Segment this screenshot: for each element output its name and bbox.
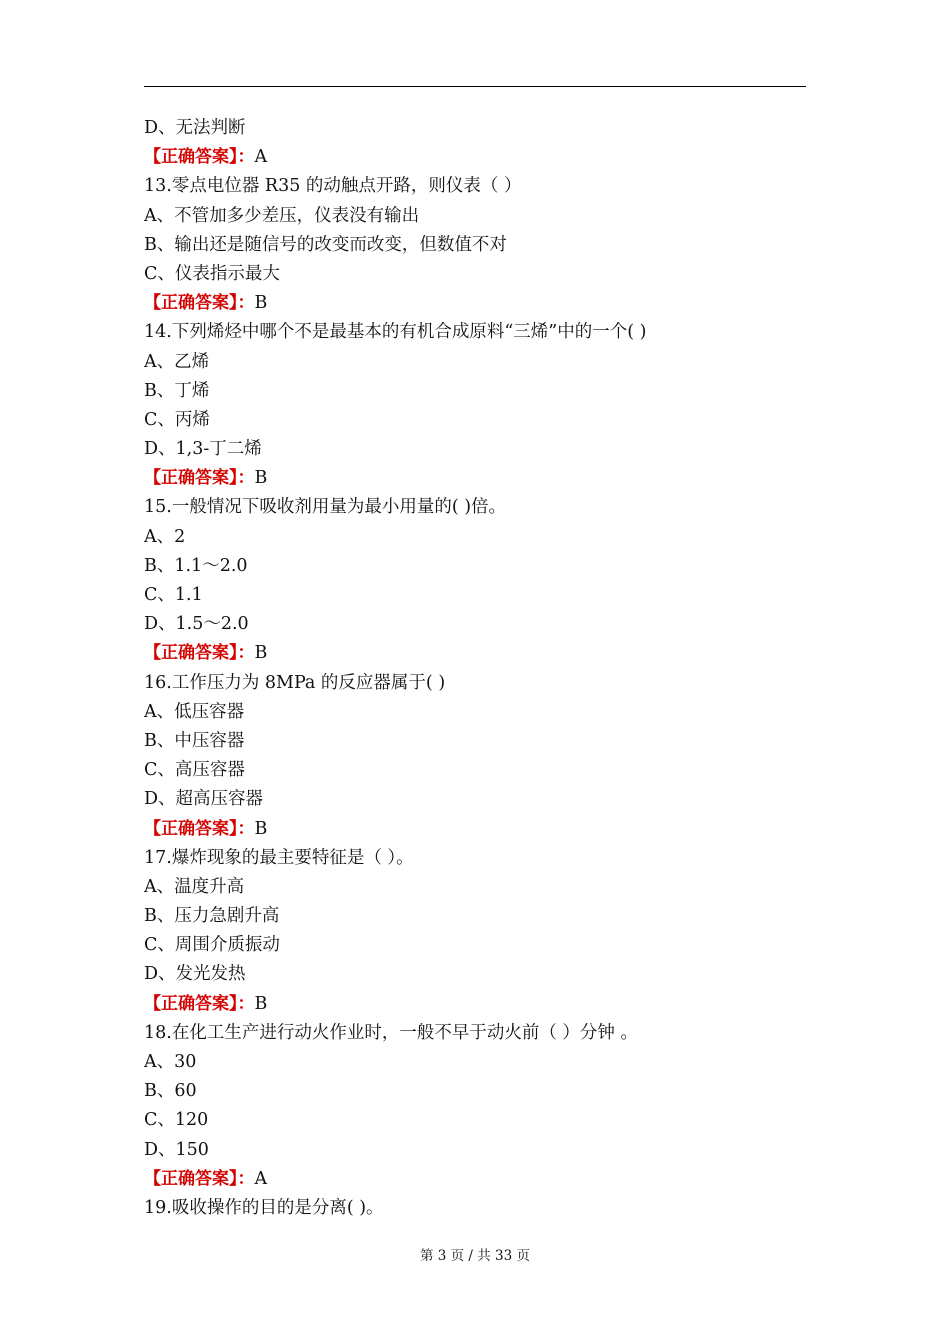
answer-separator: ： [237, 1168, 255, 1189]
answer-separator: ： [237, 643, 255, 664]
answer-line [144, 289, 806, 318]
option-text: B、压力急剧升高 [144, 906, 280, 927]
answer-label: 【正确答案】 [144, 1168, 238, 1189]
page-footer: 第 3 页 / 共 33 页 [419, 1248, 531, 1264]
answer-line [144, 990, 806, 1019]
option-text: C、120 [144, 1110, 209, 1131]
option-text: D、1.5～2.0 [144, 614, 249, 635]
option-text: D、1,3-丁二烯 [144, 439, 262, 460]
answer-line [144, 639, 806, 668]
question-text: 13.零点电位器 R35 的动触点开路，则仪表（ ） [144, 176, 522, 197]
answer-value: B [254, 993, 268, 1014]
answer-value: A [254, 1168, 268, 1189]
option-text: D、无法判断 [144, 118, 246, 138]
answer-line [144, 464, 806, 493]
option-text: C、周围介质振动 [144, 935, 280, 956]
option-text: A、30 [144, 1052, 197, 1072]
answer-separator: ： [237, 818, 255, 839]
option-text: B、输出还是随信号的改变而改变，但数值不对 [144, 234, 507, 255]
option-text: C、1.1 [144, 585, 203, 605]
answer-label: 【正确答案】 [144, 993, 238, 1014]
answer-separator: ： [237, 993, 255, 1014]
option-text: C、高压容器 [144, 760, 245, 781]
option-text: B、中压容器 [144, 730, 245, 751]
question-text: 14.下列烯烃中哪个不是最基本的有机合成原料“三烯”中的一个( ) [144, 322, 647, 343]
answer-label: 【正确答案】 [144, 293, 238, 314]
answer-value: A [254, 147, 268, 168]
answer-separator: ： [237, 468, 255, 489]
option-text: C、丙烯 [144, 409, 210, 430]
answer-label: 【正确答案】 [144, 468, 238, 489]
option-text: A、不管加多少差压，仪表没有输出 [144, 205, 420, 226]
answer-value: B [254, 818, 268, 839]
answer-separator: ： [237, 147, 255, 168]
question-text: 17.爆炸现象的最主要特征是（ ）。 [144, 847, 414, 868]
answer-value: B [254, 293, 268, 314]
answer-line [144, 1165, 806, 1194]
answer-line [144, 143, 806, 172]
option-text: B、60 [144, 1081, 197, 1102]
answer-label: 【正确答案】 [144, 643, 238, 664]
option-text: A、温度升高 [144, 876, 245, 897]
answer-value: B [254, 643, 268, 664]
option-text: D、发光发热 [144, 964, 246, 985]
option-text: B、丁烯 [144, 380, 210, 401]
option-text: B、1.1～2.0 [144, 555, 248, 576]
option-text: C、仪表指示最大 [144, 263, 280, 284]
answer-label: 【正确答案】 [144, 147, 238, 168]
answer-line [144, 815, 806, 844]
answer-separator: ： [237, 293, 255, 314]
option-text: A、2 [144, 526, 186, 547]
question-text: 19.吸收操作的目的是分离( )。 [144, 1197, 384, 1218]
answer-value: B [254, 468, 268, 489]
question-text: 18.在化工生产进行动火作业时，一般不早于动火前（ ）分钟 。 [144, 1022, 638, 1043]
question-text: 15.一般情况下吸收剂用量为最小用量的( )倍。 [144, 497, 507, 518]
option-text: D、150 [144, 1139, 209, 1160]
option-text: A、低压容器 [144, 701, 245, 722]
header-rule [144, 86, 806, 87]
document-body [144, 114, 806, 1223]
option-text: A、乙烯 [144, 351, 210, 372]
answer-label: 【正确答案】 [144, 818, 238, 839]
question-text: 16.工作压力为 8MPa 的反应器属于( ) [144, 672, 446, 693]
option-text: D、超高压容器 [144, 789, 264, 810]
